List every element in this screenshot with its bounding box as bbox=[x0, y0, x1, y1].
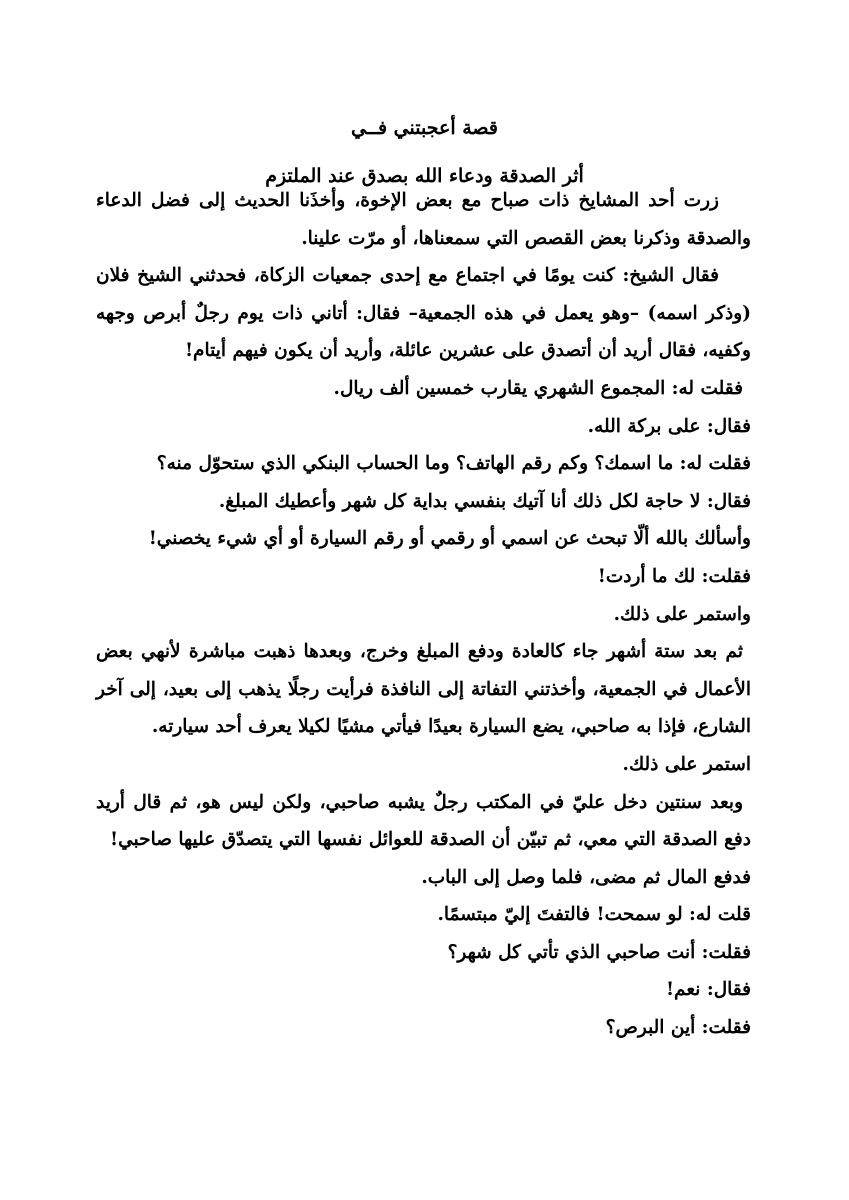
paragraph: استمر على ذلك. bbox=[622, 753, 751, 775]
paragraph: فقال: على بركة الله. bbox=[587, 415, 751, 437]
paragraph: فدفع المال ثم مضى، فلما وصل إلى الباب. bbox=[421, 866, 751, 888]
paragraph: وبعد سنتين دخل عليّ في المكتب رجلٌ يشبه صاحبي، ولكن ليس هو، ثم قال أريد دفع الصدقة التي معي، ثم تبيّن أن الصدقة للعوائل نفسها التي يتصدّق عليها صاحبي! bbox=[96, 791, 751, 851]
paragraph: فقلت: أين البرص؟ bbox=[605, 1017, 751, 1039]
paragraph: فقال: لا حاجة لكل ذلك أنا آتيك بنفسي بداية كل شهر وأعطيك المبلغ. bbox=[218, 490, 751, 512]
story-subtitle: أثر الصدقة ودعاء الله بصدق عند الملتزم bbox=[265, 165, 584, 187]
paragraph: فقلت له: المجموع الشهري يقارب خمسين ألف ريال. bbox=[333, 377, 743, 399]
story-body bbox=[96, 182, 751, 1047]
paragraph: فقلت: أنت صاحبي الذي تأتي كل شهر؟ bbox=[447, 941, 751, 963]
paragraph: واستمر على ذلك. bbox=[613, 603, 751, 625]
paragraph: قلت له: لو سمحت! فالتفتَ إليّ مبتسمًا. bbox=[437, 904, 751, 926]
story-title: قصة أعجبتني فــي bbox=[351, 117, 498, 139]
paragraph: فقلت له: ما اسمك؟ وكم رقم الهاتف؟ وما الحساب البنكي الذي ستحوّل منه؟ bbox=[156, 453, 751, 475]
paragraph: فقال الشيخ: كنت يومًا في اجتماع مع إحدى جمعيات الزكاة، فحدثني الشيخ فلان (وذكر اسمه) –وهو يعمل في هذه الجمعية– فقال: أتاني ذات يوم رجلٌ أبرص وجهه وكفيه، فقال أريد أن أتصدق على عشرين عائلة، وأريد أن يكون فيهم أيتام! bbox=[96, 265, 751, 362]
paragraph: زرت أحد المشايخ ذات صباح مع بعض الإخوة، وأخذَنا الحديث إلى فضل الدعاء والصدقة وذكرنا بعض القصص التي سمعناها، أو مرّت علينا. bbox=[96, 190, 751, 249]
paragraph: فقال: نعم! bbox=[665, 979, 751, 1001]
paragraph: ثم بعد ستة أشهر جاء كالعادة ودفع المبلغ وخرج، وبعدها ذهبت مباشرة لأنهي بعض الأعمال في الجمعية، وأخذتني التفاتة إلى النافذة فرأيت رجلًا يذهب إلى بعيد، إلى آخر الشارع، فإذا به صاحبي، يضع السيارة بعيدًا فيأتي مشيًا لكيلا يعرف أحد سيارته. bbox=[96, 641, 751, 738]
paragraph: فقلت: لك ما أردت! bbox=[597, 565, 751, 587]
paragraph: وأسألك بالله ألّا تبحث عن اسمي أو رقمي أو رقم السيارة أو أي شيء يخصني! bbox=[148, 528, 751, 550]
